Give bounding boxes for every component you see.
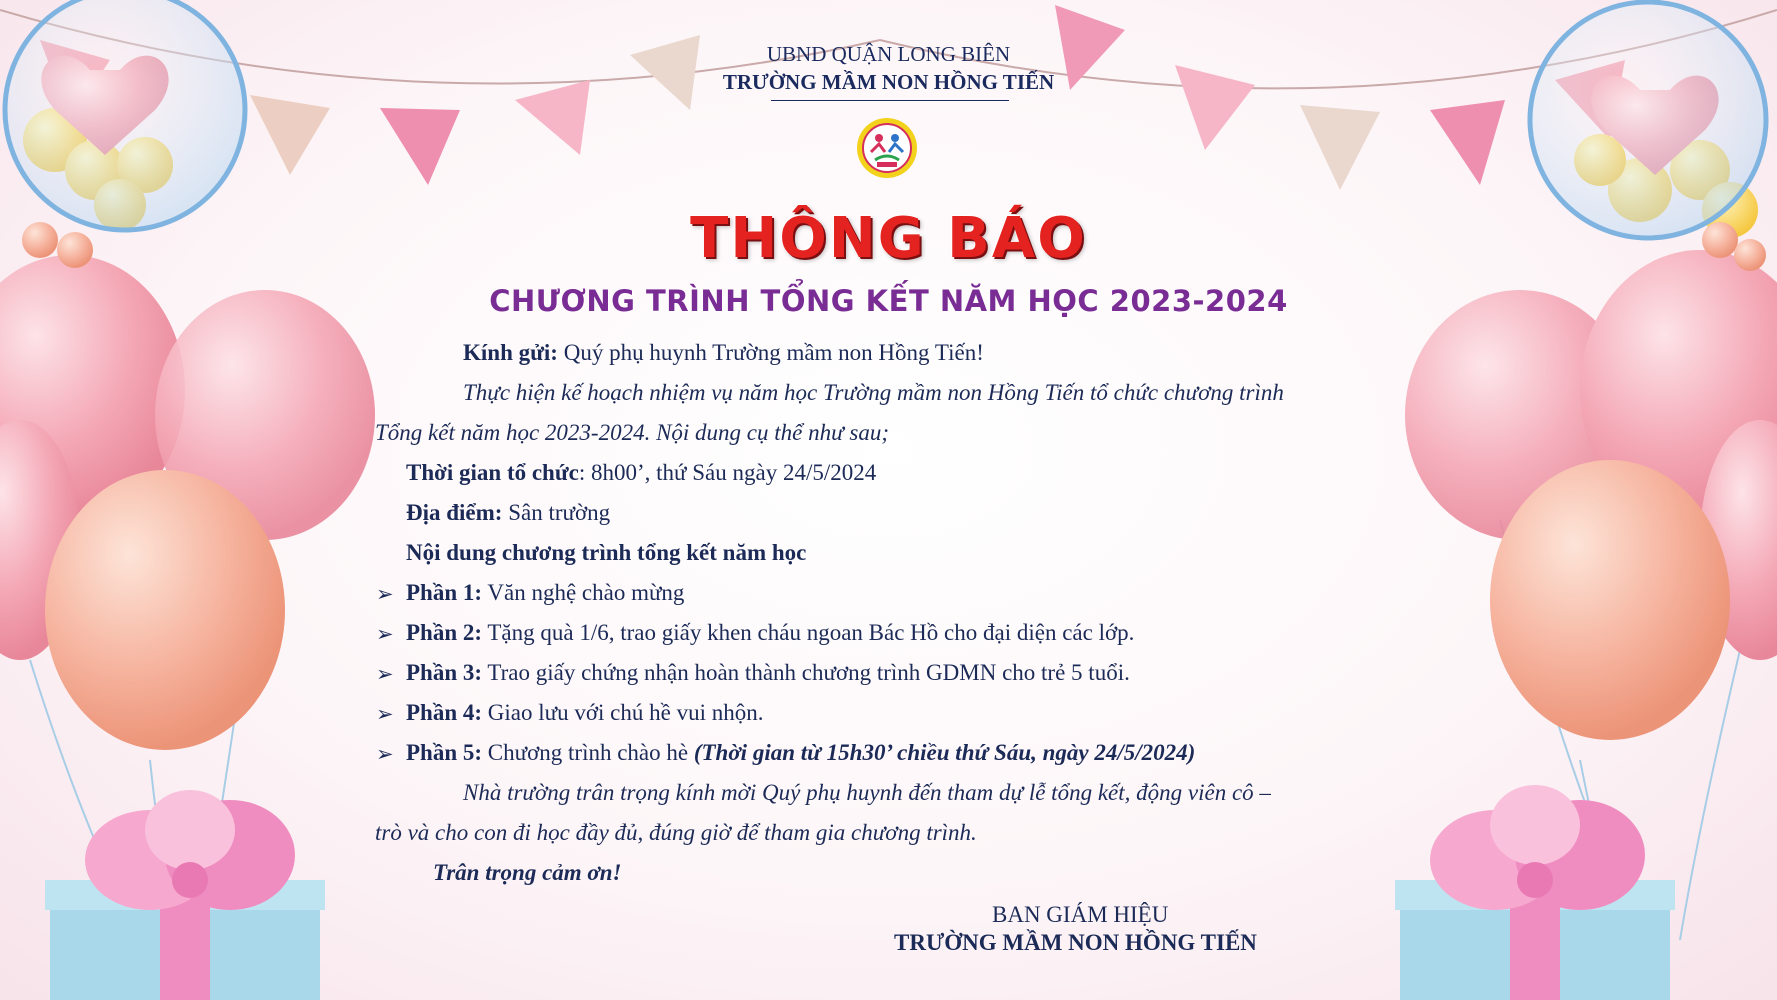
part-text: Trao giấy chứng nhận hoàn thành chương trình GDMN cho trẻ 5 tuổi. (482, 660, 1130, 685)
greeting-line (463, 340, 984, 366)
part-text: Văn nghệ chào mừng (482, 580, 685, 605)
greeting-text: Quý phụ huynh Trường mầm non Hồng Tiến! (557, 340, 984, 365)
invite-line-1: Nhà trường trân trọng kính mời Quý phụ huynh đến tham dự lễ tổng kết, động viên cô – (463, 780, 1271, 805)
thanks-line: Trân trọng cảm ơn! (433, 860, 622, 885)
notice-title: THÔNG BÁO (690, 206, 1087, 271)
list-item (406, 620, 1134, 646)
time-text: : 8h00’, thứ Sáu ngày 24/5/2024 (578, 460, 877, 485)
place-label: Địa điểm: (406, 500, 503, 525)
bullet-arrow-icon: ➢ (376, 622, 394, 646)
list-item (406, 660, 1130, 686)
bullet-arrow-icon: ➢ (376, 702, 394, 726)
notice-subtitle: CHƯƠNG TRÌNH TỔNG KẾT NĂM HỌC 2023-2024 (489, 284, 1288, 318)
signature-board: BAN GIÁM HIỆU (992, 902, 1169, 927)
part-text: Giao lưu với chú hề vui nhộn. (482, 700, 764, 725)
time-label: Thời gian tổ chức (406, 460, 579, 485)
signature-school: TRƯỜNG MẦM NON HỒNG TIẾN (894, 930, 1257, 955)
school-logo (855, 116, 919, 180)
place-text: Sân trường (502, 500, 611, 525)
intro-line-1: Thực hiện kế hoạch nhiệm vụ năm học Trường mầm non Hồng Tiến tổ chức chương trình (463, 380, 1284, 405)
part-text: Tặng quà 1/6, trao giấy khen cháu ngoan Bác Hồ cho đại diện các lớp. (482, 620, 1135, 645)
part-text: Chương trình chào hè (482, 740, 694, 765)
bullet-arrow-icon: ➢ (376, 582, 394, 606)
list-item (406, 580, 684, 606)
bullet-arrow-icon: ➢ (376, 662, 394, 686)
program-heading: Nội dung chương trình tổng kết năm học (406, 540, 807, 565)
invite-line-2: trò và cho con đi học đầy đủ, đúng giờ để tham gia chương trình. (375, 820, 977, 845)
part-label: Phần 4: (406, 700, 483, 725)
bullet-arrow-icon: ➢ (376, 742, 394, 766)
list-item (406, 700, 763, 726)
header-divider (771, 100, 1009, 101)
time-line (406, 460, 876, 486)
org-name: UBND QUẬN LONG BIÊN (766, 42, 1011, 66)
intro-line-2: Tổng kết năm học 2023-2024. Nội dung cụ thể như sau; (375, 420, 890, 445)
place-line (406, 500, 610, 526)
part-label: Phần 5: (406, 740, 483, 765)
list-item (406, 740, 1195, 766)
part-label: Phần 1: (406, 580, 483, 605)
part-label: Phần 2: (406, 620, 483, 645)
school-name: TRƯỜNG MẦM NON HỒNG TIẾN (722, 70, 1055, 94)
part-note: (Thời gian từ 15h30’ chiều thứ Sáu, ngày 24/5/2024) (693, 740, 1196, 765)
greeting-label: Kính gửi: (463, 340, 558, 365)
part-label: Phần 3: (406, 660, 483, 685)
